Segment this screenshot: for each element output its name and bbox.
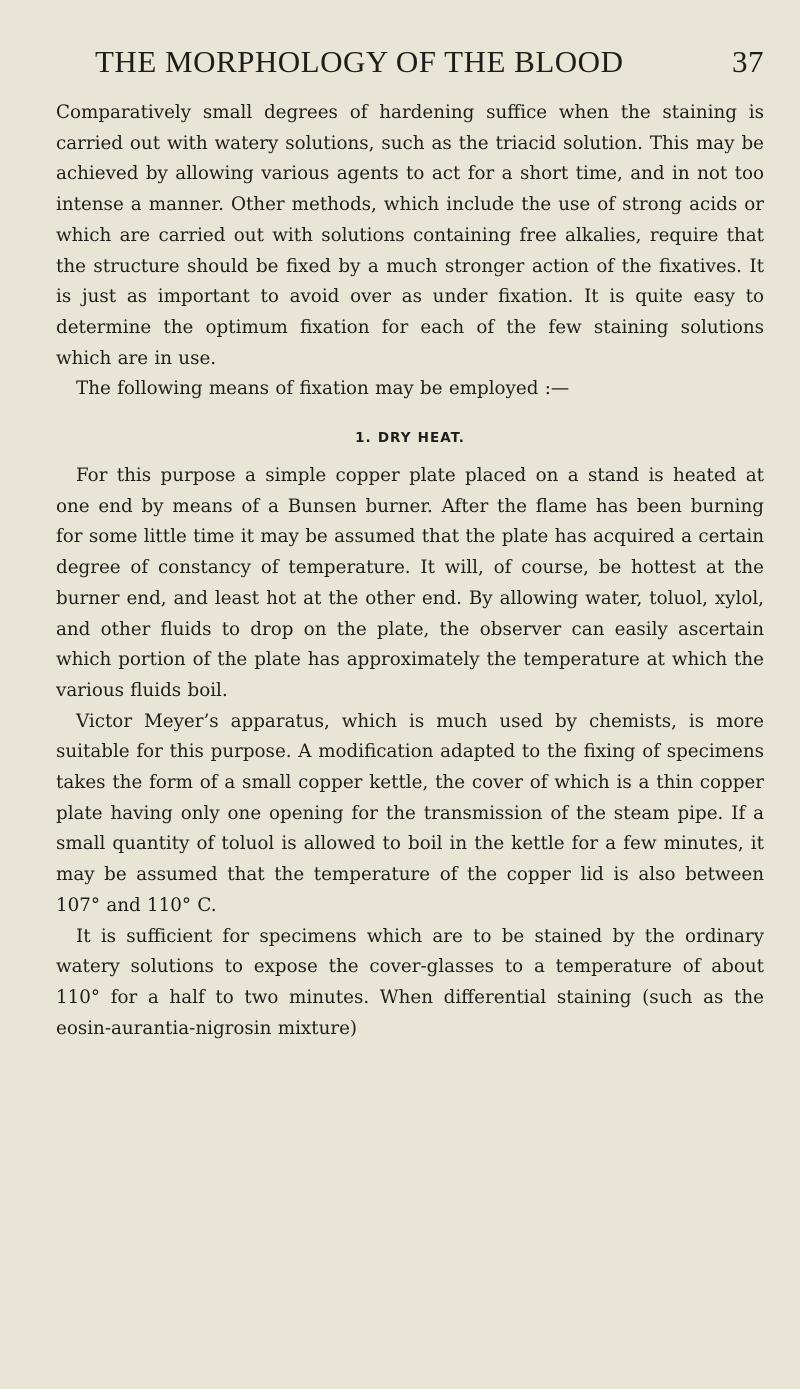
paragraph-cover-glass-temperature: It is sufficient for specimens which are to be stained by the ordinary watery solutions to expose the cover-glasses to a temperature of about 110° for a half to two minutes. When differential staining (such as the eosin-aurantia-nigrosin mixture) [56, 925, 764, 1039]
running-title: THE MORPHOLOGY OF THE BLOOD [95, 44, 624, 79]
section-heading-dry-heat: 1. DRY HEAT. [355, 430, 465, 447]
page-body [56, 98, 764, 1044]
page-number: 37 [732, 44, 764, 79]
running-head [56, 42, 764, 98]
paragraph-means-of-fixation: The following means of fixation may be employed :— [76, 378, 570, 400]
paragraph-fixation-intro: Comparatively small degrees of hardening suffice when the staining is carried out with watery solutions, such as the triacid solution. This may be achieved by allowing various agents to act for a short time, and in not too intense a manner. Other methods, which include the use of strong acids or which are carried out with solutions containing free alkalies, require that the structure should be fixed by a much stronger action of the fixatives. It is just as important to avoid over as under fixation. It is quite easy to determine the optimum fixation for each of the few staining solutions which are in use. [56, 102, 764, 369]
paragraph-victor-meyer-apparatus: Victor Meyer’s apparatus, which is much used by chemists, is more suitable for this purpose. A modification adapted to the fixing of specimens takes the form of a small copper kettle, the cover of which is a thin copper plate having only one opening for the transmission of the steam pipe. If a small quantity of toluol is allowed to boil in the kettle for a few minutes, it may be assumed that the temperature of the copper lid is also between 107° and 110° C. [56, 710, 764, 916]
paragraph-copper-plate: For this purpose a simple copper plate placed on a stand is heated at one end by means of a Bunsen burner. After the flame has been burning for some little time it may be assumed that the plate has acquired a certain degree of constancy of temperature. It will, of course, be hottest at the burner end, and least hot at the other end. By allowing water, toluol, xylol, and other fluids to drop on the plate, the observer can easily ascertain which portion of the plate has approximately the temperature at which the various fluids boil. [56, 465, 764, 701]
